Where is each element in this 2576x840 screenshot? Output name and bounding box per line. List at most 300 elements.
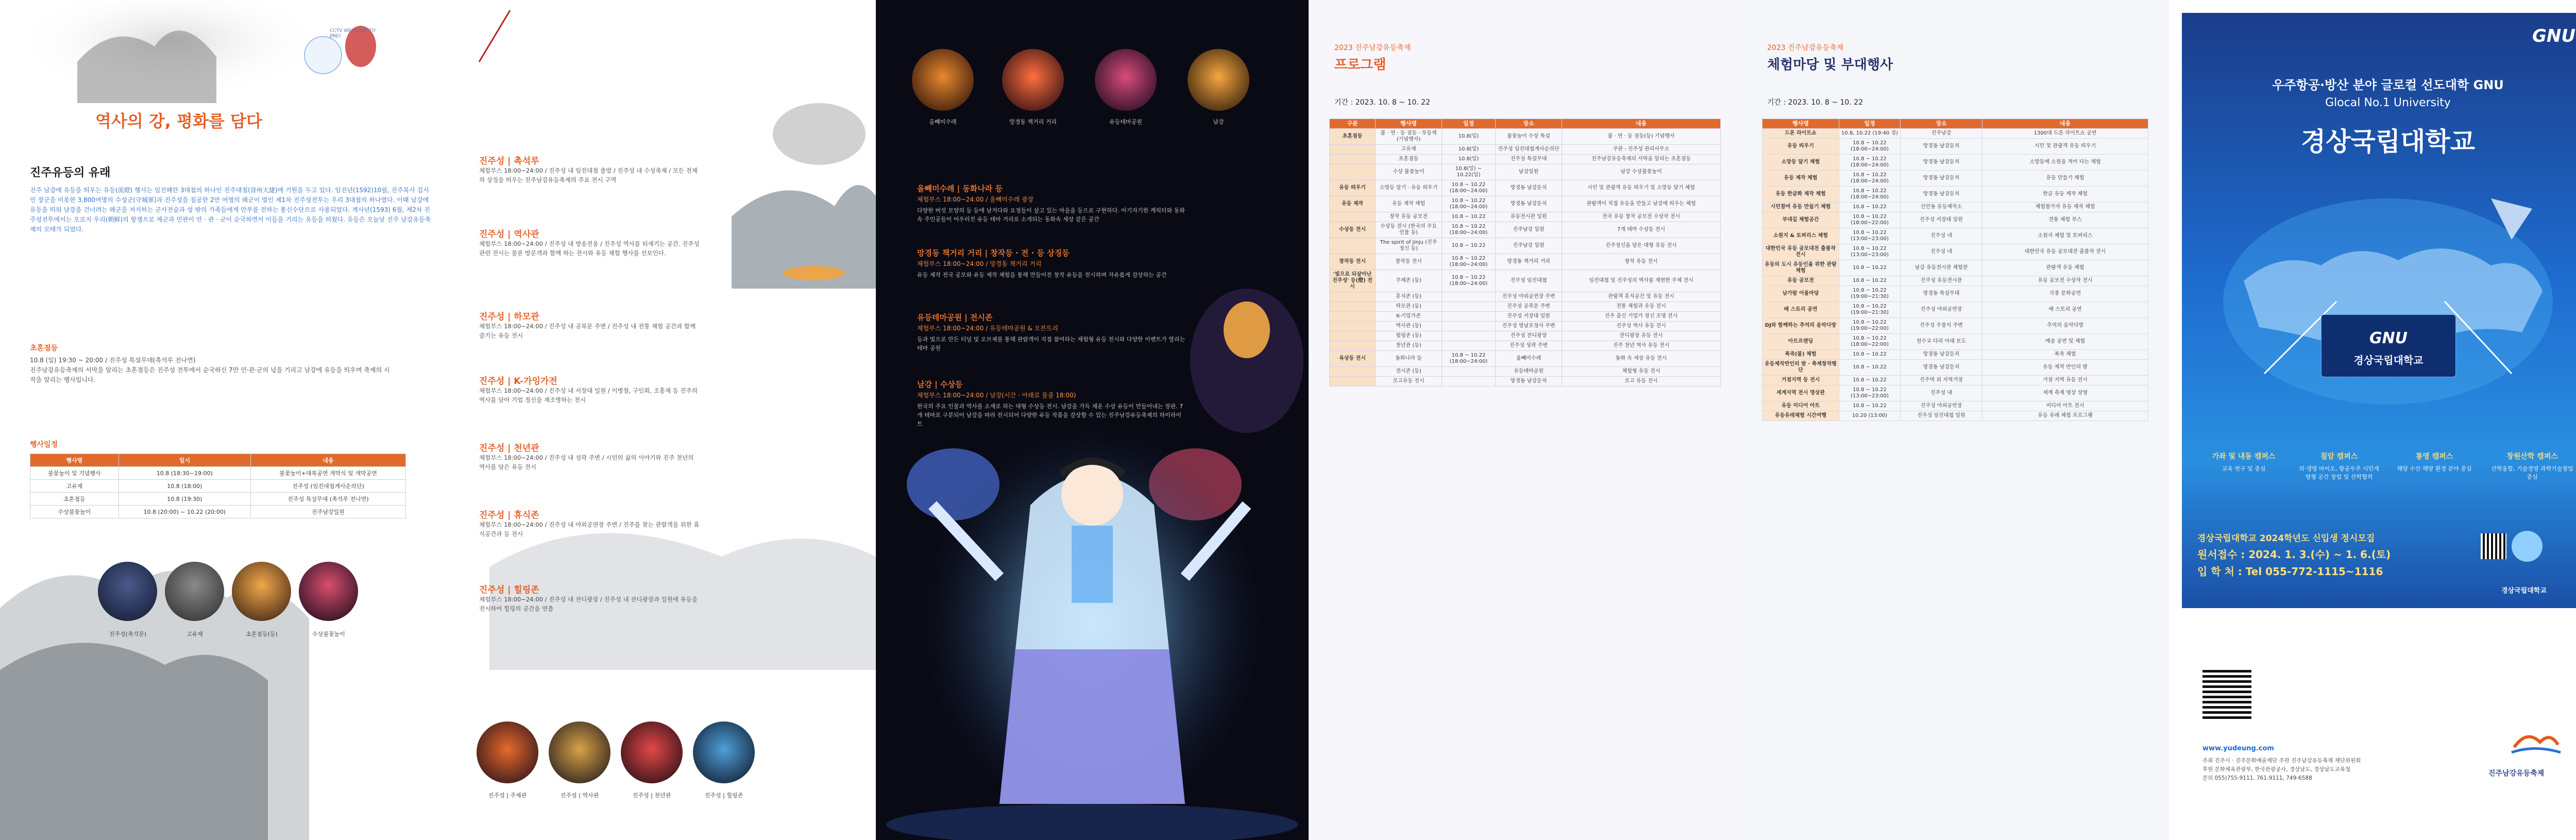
table-cell bbox=[1442, 302, 1496, 312]
table-cell: 10.8 ~ 10.22 (18:00~24:00) bbox=[1839, 155, 1901, 171]
table-cell: 진주성 야외공연장 bbox=[1901, 302, 1982, 318]
campus-item bbox=[2202, 451, 2285, 473]
table-cell: 망경동 남강둔치 bbox=[1901, 360, 1982, 376]
qr-code-icon bbox=[2202, 670, 2251, 719]
admission-tel: 입 학 처 : Tel 055-772-1115~1116 bbox=[2197, 565, 2383, 578]
table-cell: 진주성 내 bbox=[1901, 385, 1982, 401]
table-cell: 10.8 ~ 10.22 (13:00~23:00) bbox=[1839, 244, 1901, 260]
university-ad-banner bbox=[2182, 13, 2576, 608]
item-text: 체험부스 18:00~24:00 / 진주성 내 잔디광장 / 진주성 내 잔디광장과 일원에 유등을 전시하여 힐링의 공간을 연출 bbox=[479, 596, 698, 612]
table-header: 구분 bbox=[1330, 119, 1376, 129]
lantern-photo bbox=[1002, 49, 1064, 111]
table-cell: 불 · 연 · 등 점등 · 부등제(기념행사) bbox=[1376, 129, 1442, 145]
table-cell: 천년관 (등) bbox=[1376, 341, 1442, 351]
category-cell bbox=[1330, 292, 1376, 302]
table-cell: 관람객이 직접 유등을 만들고 남강에 띄우는 체험 bbox=[1562, 196, 1721, 212]
item-title: 진주성 | 휴식존 bbox=[479, 510, 539, 520]
table-cell: 진주정신을 담은 대형 유등 전시 bbox=[1562, 238, 1721, 254]
table-cell: 10.8(일) ~ 10.22(일) bbox=[1442, 164, 1496, 180]
table-cell: 동화 속 세상 유등 전시 bbox=[1562, 351, 1721, 367]
table-cell: 진주남강 일원 bbox=[1496, 238, 1562, 254]
category-cell: 육상등 전시 bbox=[1330, 351, 1376, 367]
event-name-cell: 유등 한글화 제작 체험 bbox=[1762, 187, 1839, 203]
program-period: 기간 : 2023. 10. 8 ~ 10. 22 bbox=[1334, 98, 1430, 107]
campus-desc: 산학융합, 기술경영 과학기술창업 중심 bbox=[2491, 465, 2573, 480]
panel-experience bbox=[1741, 0, 2169, 840]
campus-desc: 교육 연구 및 중심 bbox=[2222, 465, 2266, 472]
table-cell: 10.8 ~ 10.22 (18:00~24:00) bbox=[1442, 254, 1496, 270]
table-cell: 배 스토리 공연 bbox=[1982, 302, 2148, 318]
table-cell: 10.8 ~ 10.22 bbox=[1839, 203, 1901, 212]
table-cell: 전국 유등 창작 공모전 수상작 전시 bbox=[1562, 212, 1721, 222]
table-cell: 10.8 ~ 10.22 (19:00~22:00) bbox=[1839, 318, 1901, 334]
table-cell: 10.8(일) bbox=[1442, 129, 1496, 145]
table-cell: 10.20 (13:00) bbox=[1839, 411, 1901, 421]
section-title: 남강 | 수상등 bbox=[917, 380, 963, 389]
table-cell: 망경동 남강둔치 bbox=[1901, 139, 1982, 155]
program-table bbox=[1329, 119, 1721, 387]
table-cell: 진주남강 bbox=[1901, 129, 1982, 139]
item-text: 체험부스 18:00~24:00 / 진주성 내 서장대 일원 / 이병철, 구인회, 조홍제 등 진주의 역사를 담아 기업 정신을 재조명하는 전시 bbox=[479, 387, 698, 404]
festival-url[interactable]: www.yudeung.com bbox=[2202, 745, 2274, 752]
table-row bbox=[1762, 129, 2148, 139]
category-cell bbox=[1330, 238, 1376, 254]
lantern-photo bbox=[621, 721, 683, 783]
category-cell: '빛으로 되살아난 진주성' 등(燈) 전시 bbox=[1330, 270, 1376, 292]
category-cell bbox=[1330, 145, 1376, 155]
campus-name: 창원산학 캠퍼스 bbox=[2506, 452, 2558, 461]
table-cell: 진주역 외 지역거점 bbox=[1901, 376, 1982, 385]
table-cell: 진주성 특설무대 (촉석루 전나면) bbox=[251, 493, 406, 506]
table-cell: 유등전시관 일원 bbox=[1496, 212, 1562, 222]
table-cell: 10.8 (18:30~19:00) bbox=[118, 467, 250, 480]
item-title: 진주성 | 역사관 bbox=[479, 229, 539, 240]
table-cell: 시민 및 관광객 유등 띄우기 및 소망등 달기 체험 bbox=[1562, 180, 1721, 196]
table-cell: 망경동 남강둔치 bbox=[1496, 377, 1562, 387]
schedule-col: 일시 bbox=[118, 454, 250, 467]
section-sub: 체험부스 18:00~24:00 / 유등테마공원 & 오븐트리 bbox=[917, 325, 1058, 332]
table-cell: 유등 만들기 체험 bbox=[1982, 171, 2148, 187]
glocal-line: Glocal No.1 University bbox=[2325, 96, 2451, 109]
table-cell: 남강 수상불꽃놀이 bbox=[1562, 164, 1721, 180]
panel-university-ad bbox=[2169, 0, 2576, 840]
world-map-graphic bbox=[2202, 178, 2573, 425]
table-header: 내용 bbox=[1982, 119, 2148, 129]
item-text: 체험부스 18:00~24:00 / 진주성 내 야외공연장 주변 / 진주를 찾는 관람객을 위한 휴식공간과 등 전시 bbox=[479, 521, 700, 537]
table-cell: 로고유등 전시 bbox=[1376, 377, 1442, 387]
table-cell: 창작등 전시 bbox=[1376, 254, 1442, 270]
table-row bbox=[1330, 292, 1721, 302]
event-name-cell: 소원지 & 토퍼리스 체험 bbox=[1762, 228, 1839, 244]
table-row bbox=[1762, 302, 2148, 318]
table-cell: 소망등에 소원을 적어 다는 체험 bbox=[1982, 155, 2148, 171]
item-title: 진주성 | 하모관 bbox=[479, 312, 539, 322]
panel-night-lanterns bbox=[876, 0, 1309, 840]
category-cell bbox=[1330, 341, 1376, 351]
table-cell: 진주성 공북문 주변 bbox=[1496, 302, 1562, 312]
university-name: 경상국립대학교 bbox=[2300, 127, 2476, 157]
table-cell: 10.8 ~ 10.22 (13:00~23:00) bbox=[1839, 228, 1901, 244]
table-row bbox=[30, 493, 406, 506]
lantern-photo bbox=[1188, 49, 1249, 111]
table-cell: 체험형 유등 전시 bbox=[1562, 367, 1721, 377]
qr-code-icon bbox=[2481, 533, 2506, 559]
gallery-caption: 진주성(촉석문) bbox=[109, 631, 147, 637]
table-cell: 로고 유등 전시 bbox=[1562, 377, 1721, 387]
experience-title: 체험마당 및 부대행사 bbox=[1767, 57, 1893, 73]
table-row bbox=[30, 467, 406, 480]
campus-name: 칠암 캠퍼스 bbox=[2320, 452, 2358, 461]
table-cell: 수상등 전시 (한국의 주요 인물 등) bbox=[1376, 222, 1442, 238]
table-cell: 창작 유등 공모전 bbox=[1376, 212, 1442, 222]
table-row bbox=[30, 480, 406, 493]
section-text: 등과 빛으로 만든 터널 및 오브제를 통해 관람객이 직접 참여하는 체험형 유등 전시와 다양한 이벤트가 열리는 테마 공원 bbox=[917, 336, 1185, 351]
table-cell: 진주성 특설무대 bbox=[1496, 155, 1562, 164]
table-cell: 불꽃놀이 수상 특설 bbox=[1496, 129, 1562, 145]
table-cell: 10.8 ~ 10.22 (18:00~24:00) bbox=[1442, 180, 1496, 196]
table-cell: 진주성 임진대첩 일원 bbox=[1901, 411, 1982, 421]
table-row bbox=[1330, 212, 1721, 222]
section-sub: 체험부스 18:00~24:00 / 올빼미수레 광장 bbox=[917, 196, 1034, 203]
table-cell: 진주남강 일원 bbox=[1496, 222, 1562, 238]
category-cell bbox=[1330, 302, 1376, 312]
footer-brand: 경상국립대학교 bbox=[2501, 587, 2547, 595]
campus-desc: 의·생명 바이오, 항공우주 시민개방형 공간 창업 및 산학협력 bbox=[2299, 465, 2379, 480]
table-cell: 망경동 남강둔치 bbox=[1901, 187, 1982, 203]
item-title: 진주성 | 힐링존 bbox=[479, 585, 539, 595]
section-text: 유등 제작 전국 공모와 유등 제작 체험을 통해 만들어진 창작 유등을 전시하며 자유롭게 감상하는 공간 bbox=[917, 272, 1167, 278]
table-cell: 진주성 서장대 일원 bbox=[1901, 212, 1982, 228]
table-row bbox=[1762, 276, 2148, 286]
tagline: 우주항공·방산 분야 글로컬 선도대학 GNU bbox=[2272, 78, 2504, 92]
table-cell: 시민 및 관광객 유등 띄우기 bbox=[1982, 139, 2148, 155]
table-cell: 10.8 ~ 10.22 bbox=[1442, 238, 1496, 254]
table-cell: 10.8 ~ 10.22 bbox=[1839, 376, 1901, 385]
event-name-cell: 남가람 어울마당 bbox=[1762, 286, 1839, 302]
schedule-col: 내용 bbox=[251, 454, 406, 467]
table-cell: 유등테마공원 bbox=[1496, 367, 1562, 377]
table-cell: 불꽃놀이+대북공연 개막식 및 개막공연 bbox=[251, 467, 406, 480]
table-cell: 10.8 ~ 10.22 (18:00~24:00) bbox=[1839, 187, 1901, 203]
table-cell: 진주성 서장대 일원 bbox=[1496, 312, 1562, 322]
table-cell: 10.8 (19:30) bbox=[118, 493, 250, 506]
table-cell: 관람객 휴식공간 및 유등 전시 bbox=[1562, 292, 1721, 302]
table-row bbox=[1762, 350, 2148, 360]
table-row bbox=[1330, 164, 1721, 180]
table-cell: 진주성 역사 유등 전시 bbox=[1562, 322, 1721, 331]
table-cell: 10.8(일) bbox=[1442, 155, 1496, 164]
table-cell: 10.8 ~ 10.22 bbox=[1839, 401, 1901, 411]
table-header: 행사명 bbox=[1376, 119, 1442, 129]
table-row bbox=[1330, 254, 1721, 270]
table-cell: 진주남강일원 bbox=[251, 506, 406, 518]
section-text: 다양한 버섯 모양의 등 등에 남겨다와 요정들이 살고 있는 마을을 등으로 구현하다. 아기자기한 캐릭터와 동화 속 주인공들이 어우러진 유등 테마 거리로 소개되는 동화속 세상 같은 공간 bbox=[917, 207, 1185, 223]
lantern-caption: 유등테마공원 bbox=[1109, 119, 1142, 125]
table-row bbox=[1762, 187, 2148, 203]
table-cell: 망경동 남강둔치 bbox=[1901, 350, 1982, 360]
item-text: 체험부스 18:00~24:00 / 진주성 내 공북문 주변 / 진주성 내 전통 체험 공간과 함께 즐기는 유등 전시 bbox=[479, 323, 696, 339]
category-cell bbox=[1330, 212, 1376, 222]
table-cell: 진주 출신 기업가 정신 조명 전시 bbox=[1562, 312, 1721, 322]
table-cell: 올빼미수레 bbox=[1496, 351, 1562, 367]
table-row bbox=[1762, 385, 2148, 401]
table-cell: 남강일원 bbox=[1496, 164, 1562, 180]
lantern-photo bbox=[912, 49, 974, 111]
event-name-cell: 유등의 도시 유등인을 위한 관람체험 bbox=[1762, 260, 1839, 276]
campus-desc: 해양 수산 해양 환경 분야 중심 bbox=[2397, 465, 2472, 472]
table-cell: 전통 체험과 유등 전시 bbox=[1562, 302, 1721, 312]
campus-item bbox=[2298, 451, 2380, 481]
table-cell: 거점 지역 유등 전시 bbox=[1982, 376, 2148, 385]
schedule-table bbox=[30, 453, 406, 518]
table-cell: 고유제 bbox=[30, 480, 119, 493]
gallery-caption: 초혼점등(등) bbox=[246, 631, 278, 637]
table-cell: 10.8 ~ 10.22 bbox=[1442, 212, 1496, 222]
table-cell: 전시존 (등) bbox=[1376, 367, 1442, 377]
table-cell: 진주성 임진대첩계사순의단 bbox=[1496, 145, 1562, 155]
table-row bbox=[1330, 145, 1721, 155]
table-cell: 유등 제작 반인의 밤 bbox=[1982, 360, 2148, 376]
table-cell: 10.8, 10.22 (19:40 경) bbox=[1839, 129, 1901, 139]
table-cell: 10.8 ~ 10.22 (18:00~24:00) bbox=[1839, 139, 1901, 155]
festival-logo-text: 진주남강유등축제 bbox=[2488, 769, 2545, 778]
table-cell: 진주성 내 bbox=[1901, 228, 1982, 244]
gallery-caption: 고유제 bbox=[187, 631, 203, 637]
table-row bbox=[1762, 139, 2148, 155]
table-row bbox=[1330, 331, 1721, 341]
table-header: 내용 bbox=[1562, 119, 1721, 129]
gallery-photo bbox=[165, 562, 224, 621]
mascot-icon bbox=[2512, 531, 2543, 562]
gnu-logo-text: GNU bbox=[2532, 26, 2575, 46]
table-cell: 10.8 ~ 10.22 bbox=[1839, 350, 1901, 360]
lantern-caption: 진주성 | 주제관 bbox=[488, 792, 527, 799]
lantern-caption: 진주성 | 힐링존 bbox=[704, 792, 743, 799]
table-cell: 주제존 (등) bbox=[1376, 270, 1442, 292]
table-cell: 10.8 ~ 10.22 (13:00~23:00) bbox=[1839, 385, 1901, 401]
event-name-cell: 드론 라이트쇼 bbox=[1762, 129, 1839, 139]
lantern-caption: 진주성 | 천년관 bbox=[632, 792, 671, 799]
page-title: 역사의 강, 평화를 담다 bbox=[95, 111, 262, 131]
category-cell bbox=[1330, 377, 1376, 387]
category-cell: 초혼점등 bbox=[1330, 129, 1376, 145]
experience-subtitle: 2023 진주남강유등축제 bbox=[1767, 44, 1844, 52]
table-header: 행사명 bbox=[1762, 119, 1839, 129]
table-cell: 주관 : 진주성 관리사무소 bbox=[1562, 145, 1721, 155]
category-cell bbox=[1330, 155, 1376, 164]
lantern-caption: 망경동 책거리 거리 bbox=[1009, 119, 1057, 125]
mascot-badge: CCTV WELCOME TO JINJU bbox=[330, 28, 376, 39]
table-cell: 망경동 특설무대 bbox=[1901, 286, 1982, 302]
table-cell: 신안동 유등제작소 bbox=[1901, 203, 1982, 212]
table-row bbox=[1762, 318, 2148, 334]
category-cell: 유등 띄우기 bbox=[1330, 180, 1376, 196]
festival-logo-icon bbox=[2504, 727, 2566, 763]
table-cell: 10.8 ~ 10.22 (18:00~22:00) bbox=[1839, 212, 1901, 228]
event-name-cell: 유등유래체험 시간여행 bbox=[1762, 411, 1839, 421]
table-row bbox=[1330, 367, 1721, 377]
table-header: 장소 bbox=[1901, 119, 1982, 129]
table-row bbox=[1330, 129, 1721, 145]
table-cell: 진주성 영남포정사 주변 bbox=[1496, 322, 1562, 331]
table-row bbox=[1330, 155, 1721, 164]
table-cell: 망경동 남강둔치 bbox=[1496, 196, 1562, 212]
table-row bbox=[1330, 270, 1721, 292]
table-cell: 소망등 달기 · 유등 띄우기 bbox=[1376, 180, 1442, 196]
table-row bbox=[1762, 212, 2148, 228]
table-cell: 체험참가자 유등 제작 체험 bbox=[1982, 203, 2148, 212]
item-text: 체험부스 18:00~24:00 / 진주성 내 방송전용 / 진주성 역사를 되새기는 공간. 진주성 관련 전시는 물론 방문객과 함께 하는 전시와 유등 체험 행사를 선보인다. bbox=[479, 240, 700, 257]
table-cell: 초혼점등 bbox=[30, 493, 119, 506]
table-cell: 진주성 성곽 주변 bbox=[1496, 341, 1562, 351]
table-cell: 유등 유래 체험 프로그램 bbox=[1982, 411, 2148, 421]
event-name-cell: 거점지역 등 전시 bbox=[1762, 376, 1839, 385]
table-cell: 관람객 유등 체험 bbox=[1982, 260, 2148, 276]
table-cell: 진주성 유등전시관 bbox=[1901, 276, 1982, 286]
table-header: 장소 bbox=[1496, 119, 1562, 129]
table-cell: 망경동 남강둔치 bbox=[1901, 155, 1982, 171]
section-title: 유등테마공원 | 전시존 bbox=[917, 313, 993, 322]
lantern-caption: 올빼미수레 bbox=[929, 119, 957, 125]
table-cell bbox=[1442, 312, 1496, 322]
item-title: 진주성 | 촉석루 bbox=[479, 156, 539, 166]
table-cell: 남강 유등전시관 체험관 bbox=[1901, 260, 1982, 276]
table-row bbox=[1762, 401, 2148, 411]
table-row bbox=[1330, 351, 1721, 367]
table-cell: 수상 불꽃놀이 bbox=[1376, 164, 1442, 180]
event-name-cell: 유등 제작 체험 bbox=[1762, 171, 1839, 187]
table-cell: 10.8 ~ 10.22 (18:00~24:00) bbox=[1839, 171, 1901, 187]
table-cell: 소원지 체험 및 토퍼리스 bbox=[1982, 228, 2148, 244]
table-row bbox=[30, 506, 406, 518]
table-row bbox=[1762, 334, 2148, 350]
lantern-photo bbox=[549, 721, 611, 783]
event-name-cell: 시민참여 유등 만들기 체험 bbox=[1762, 203, 1839, 212]
table-row bbox=[1330, 180, 1721, 196]
lantern-photo bbox=[477, 721, 538, 783]
table-cell: 10.8 ~ 10.22 (18:00~22:00) bbox=[1839, 334, 1901, 350]
table-cell: 수상불꽃놀이 bbox=[30, 506, 119, 518]
section-title: 망경동 책거리 거리 | 창작등 · 전 · 등 상징등 bbox=[917, 248, 1070, 258]
table-row bbox=[1762, 171, 2148, 187]
table-cell: 10.8(일) bbox=[1442, 145, 1496, 155]
table-cell bbox=[1442, 292, 1496, 302]
table-cell bbox=[1442, 367, 1496, 377]
table-cell: 10.8 (20:00) ~ 10.22 (20:00) bbox=[118, 506, 250, 518]
lantern-caption: 진주성 | 역사관 bbox=[560, 792, 599, 799]
category-cell bbox=[1330, 312, 1376, 322]
schedule-col: 행사명 bbox=[30, 454, 119, 467]
table-cell: 진주성 임진대첩 bbox=[1496, 270, 1562, 292]
table-cell: 세계 축제 영상 상영 bbox=[1982, 385, 2148, 401]
admission-date: 원서접수 : 2024. 1. 3.(수) ~ 1. 6.(토) bbox=[2197, 548, 2391, 561]
table-row bbox=[1762, 260, 2148, 276]
table-row bbox=[1762, 286, 2148, 302]
table-cell: 고유제 bbox=[1376, 145, 1442, 155]
table-row bbox=[1762, 203, 2148, 212]
table-row bbox=[1330, 322, 1721, 331]
section-sub: 체험부스 18:00~24:00 / 남강(시간 · 아래로 물줄 18:00) bbox=[917, 392, 1076, 399]
table-cell bbox=[1442, 341, 1496, 351]
table-row bbox=[1330, 312, 1721, 322]
table-row bbox=[1330, 238, 1721, 254]
event-name-cell: 세계지역 전시 영상관 bbox=[1762, 385, 1839, 401]
event-name-cell: 아트프렌딩 bbox=[1762, 334, 1839, 350]
table-cell: 하모관 (등) bbox=[1376, 302, 1442, 312]
item-title: 진주성 | K-가잉가전 bbox=[479, 376, 557, 387]
origin-heading: 진주유등의 유래 bbox=[30, 166, 111, 179]
table-row bbox=[1330, 196, 1721, 212]
category-cell: 창작등 전시 bbox=[1330, 254, 1376, 270]
gallery-caption: 수상불꽃놀이 bbox=[312, 631, 345, 637]
category-cell bbox=[1330, 367, 1376, 377]
gallery-photo bbox=[98, 562, 157, 621]
table-cell: 추억의 음악다방 bbox=[1982, 318, 2148, 334]
table-row bbox=[1762, 360, 2148, 376]
admission-title: 경상국립대학교 2024학년도 신입생 정시모집 bbox=[2197, 533, 2375, 544]
table-cell: 예술 공연 및 체험 bbox=[1982, 334, 2148, 350]
table-cell bbox=[1442, 377, 1496, 387]
table-cell: 초혼점등 bbox=[1376, 155, 1442, 164]
gallery-photo bbox=[299, 562, 358, 621]
lantern-festival-photo bbox=[876, 289, 1309, 840]
program-subtitle: 2023 진주남강유등축제 bbox=[1334, 44, 1411, 52]
item-title: 진주성 | 천년관 bbox=[479, 443, 539, 453]
category-cell bbox=[1330, 331, 1376, 341]
table-cell: 1300대 드론 라이트쇼 공연 bbox=[1982, 129, 2148, 139]
table-cell: 불꽃놀이 및 기념행사 bbox=[30, 467, 119, 480]
section-sub: 체험부스 18:00~24:00 / 망경동 책거리 거리 bbox=[917, 260, 1042, 267]
table-cell: 역사관 (등) bbox=[1376, 322, 1442, 331]
section-title: 올빼미수레 | 동화나라 등 bbox=[917, 184, 1003, 193]
gallery-photo bbox=[232, 562, 291, 621]
table-cell: The spirit of Jinju (진주정신 등) bbox=[1376, 238, 1442, 254]
table-row bbox=[1330, 302, 1721, 312]
table-cell: 진주성 야외공연장 주변 bbox=[1496, 292, 1562, 302]
table-cell: 유등 제작 체험 bbox=[1376, 196, 1442, 212]
campus-name: 가좌 및 내동 캠퍼스 bbox=[2212, 452, 2276, 461]
lantern-caption: 남강 bbox=[1213, 119, 1224, 125]
event-name-cell: DJ와 함께하는 추억의 음악다방 bbox=[1762, 318, 1839, 334]
event-name-cell: 부대길 체험공간 bbox=[1762, 212, 1839, 228]
host-info: 주최 진주시 · 진주문화예술재단 주관 진주남강유등축제 재단위원회 후원 문화체육관광부, 한국관광공사, 경상남도, 경상남도교육청 문의 055)755-9111, 761-9111, 749-6588 bbox=[2202, 758, 2361, 781]
origin-text: 진주 남강에 유등을 띄우는 유등(流燈) 행사는 임진왜란 3대첩의 하나인 진주대첩(晉州大捷)에 기원을 두고 있다. 임진년(1592)10월, 진주목사 김시민 장군을 비롯한 3,800여명의 수성군(守城軍)과 진주성을 침공한 2만 여명의 왜군이 벌인 제1차 진주성전투는 우리 3대첩의 하나였다. 이때 남강에 유등을 띄워 남강을 건너려는 왜군을 저지하는 군사전술과 성 밖의 가족들에게 안부를 전하는 통신수단으로 사용되었다. 계사년(1593) 6월, 제2차 진주성전투에서는 오로지 우리(朝鮮)의 항쟁으로 제군과 민관이 만 · 관 · 군이 순국하면서 이들을 기리는 유등을 띄웠다. 유등은 오늘날 진주 남강유등축제의 모태가 되었다. bbox=[30, 187, 431, 233]
table-cell: 망경동 책거리 거리 bbox=[1496, 254, 1562, 270]
category-cell: 유등 제작 bbox=[1330, 196, 1376, 212]
table-cell: 천수교 다리 아래 보도 bbox=[1901, 334, 1982, 350]
table-cell: 진주성 우물식 주변 bbox=[1901, 318, 1982, 334]
table-cell: 대한민국 유등 공모대전 출품작 전시 bbox=[1982, 244, 2148, 260]
table-cell: K-기업가존 bbox=[1376, 312, 1442, 322]
mascot-icon bbox=[304, 36, 342, 74]
campus-item bbox=[2393, 451, 2476, 473]
panel-program bbox=[1309, 0, 1741, 840]
table-cell: 각종 문화공연 bbox=[1982, 286, 2148, 302]
experience-period: 기간 : 2023. 10. 8 ~ 10. 22 bbox=[1767, 98, 1863, 107]
table-cell: 망경동 남강둔치 bbox=[1901, 171, 1982, 187]
table-cell: 폭죽 체험 bbox=[1982, 350, 2148, 360]
table-cell bbox=[1442, 322, 1496, 331]
table-cell: 진주성 내 bbox=[1901, 244, 1982, 260]
table-row bbox=[1762, 376, 2148, 385]
table-header: 일정 bbox=[1442, 119, 1496, 129]
table-cell: 10.8 ~ 10.22 (18:00~24:00) bbox=[1442, 222, 1496, 238]
table-cell: 진주성 야외공연장 bbox=[1901, 401, 1982, 411]
table-row bbox=[1762, 155, 2148, 171]
table-cell: 10.8 ~ 10.22 bbox=[1839, 360, 1901, 376]
table-cell: 미디어 아트 전시 bbox=[1982, 401, 2148, 411]
lantern-photo bbox=[1095, 49, 1157, 111]
